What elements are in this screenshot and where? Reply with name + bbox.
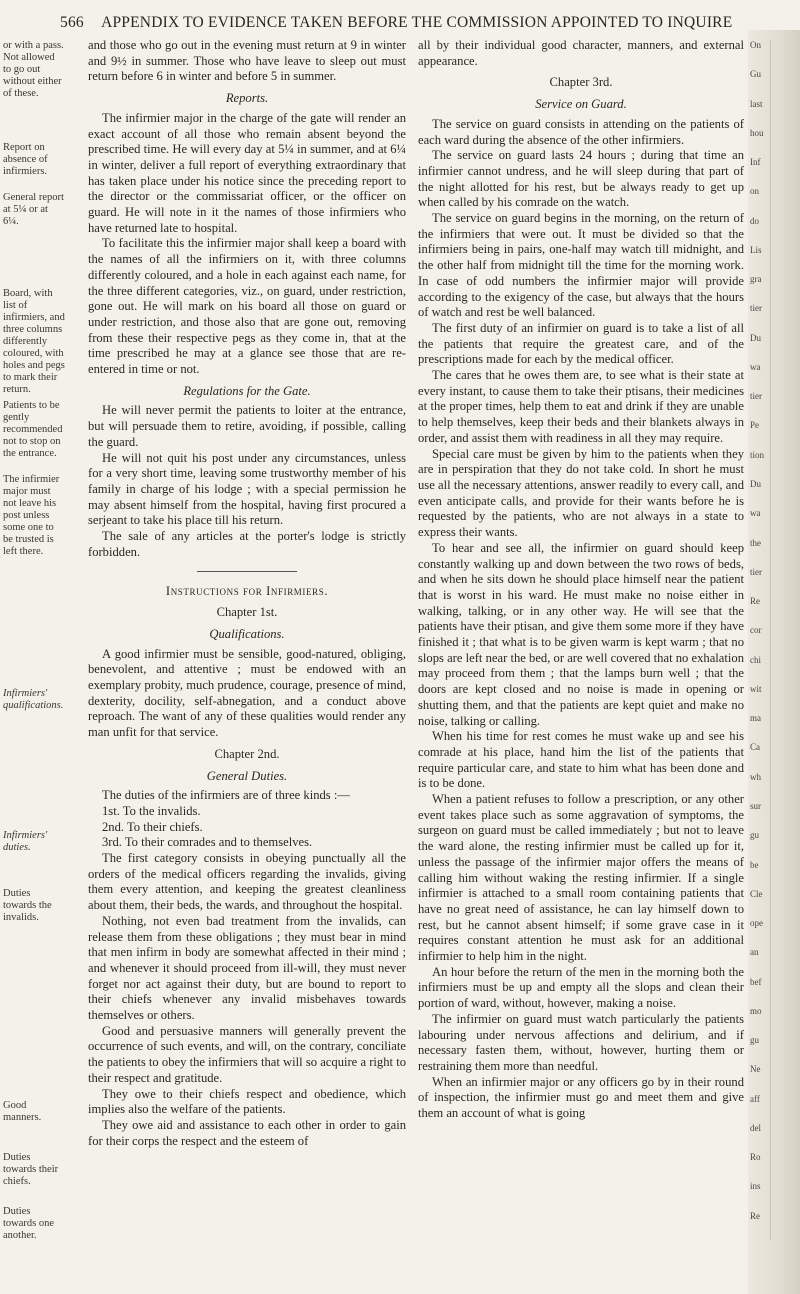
list-item: 3rd. To their comrades and to themselves. — [102, 835, 313, 850]
bleed-fragment: gra — [750, 274, 762, 285]
bleed-fragment: sur — [750, 800, 761, 811]
bleed-fragment: Gu — [750, 69, 761, 80]
margin-note: Good manners. — [3, 1100, 42, 1123]
paragraph: The duties of the infirmiers are of three kinds :— — [102, 788, 350, 803]
paragraph: To hear and see all, the infirmier on guard should keep constantly walking up and down between the two rows of beds, and when he sits down he should place himself near the patient that is worst in his ward. He must make no noise either in walking, talking, or in any other way. He will see that the patients have their ptisan, and give them some more if they have finished it ; that what is to be given warm is kept warm ; that no slops are left near the bed, or are well covered that no exhalation may proceed from them ; that the lamps burn well ; that the doors are kept closed and no noise is made in opening or shutting them, and that the patients are kept quiet and make no noise, talking or calling. — [418, 540, 744, 728]
bleed-fragment: Re — [750, 1210, 760, 1221]
paragraph: When his time for rest comes he must wake up and see his comrade at his place, hand him the list of the patients that require particular care, and state to him what has been done and is to be done. — [418, 729, 744, 791]
bleed-fragment: tier — [750, 391, 762, 402]
paragraph: The service on guard consists in attending on the patients of each ward during the absence of the other infirmiers. — [418, 116, 744, 147]
margin-note: Duties towards the invalids. — [3, 888, 52, 923]
running-head — [60, 14, 740, 32]
bleed-fragment: mo — [750, 1005, 762, 1016]
bleed-edge — [770, 40, 797, 1240]
chapter-heading: Chapter 2nd. — [214, 746, 280, 761]
paragraph: They owe aid and assistance to each other in order to gain for their corps the respect and the esteem of — [88, 1118, 406, 1148]
bleed-fragment: Re — [750, 596, 760, 607]
section-heading: General Duties. — [206, 768, 288, 783]
bleed-fragment: tion — [750, 449, 765, 460]
bleed-fragment: cor — [750, 625, 762, 636]
bleed-fragment: ope — [750, 918, 763, 929]
margin-note: Report on absence of infirmiers. — [3, 142, 48, 177]
paragraph: Good and persuasive manners will generally prevent the occurrence of such events, and will, on the contrary, conciliate the patients to obey the infirmiers that will so acquire a right to their respect and gratitude. — [88, 1023, 406, 1085]
bleed-fragment: Du — [750, 479, 761, 490]
left-column — [88, 38, 406, 1149]
paragraph: all by their individual good character, manners, and external appearance. — [418, 38, 744, 68]
bleed-fragment: wa — [750, 508, 761, 519]
bleed-fragment: tier — [750, 303, 762, 314]
bleed-fragment: ma — [750, 713, 761, 724]
bleed-fragment: Pe — [750, 420, 759, 431]
bleed-fragment: be — [750, 859, 759, 870]
right-column — [418, 38, 744, 1122]
margin-note: Patients to be gently recommended not to stop on the entrance. — [3, 400, 63, 459]
divider — [197, 571, 297, 572]
facing-page-bleed — [748, 30, 800, 1294]
paragraph: An hour before the return of the men in the morning both the infirmiers must be up and empty all the slops and clean their portion of ward, without, however, making a noise. — [418, 964, 744, 1011]
paragraph: He will not quit his post under any circumstances, unless for a very short time, leaving some trustworthy member of his family in charge of his lodge ; with a special permission he may absent himself from the hospital, having first procured a serjeant to take his place till his return. — [88, 450, 406, 528]
bleed-fragment: Ca — [750, 742, 760, 753]
bleed-fragment: do — [750, 215, 759, 226]
bleed-fragment: wit — [750, 683, 762, 694]
chapter-heading: Chapter 3rd. — [549, 75, 613, 90]
paragraph: The sale of any articles at the porter's lodge is strictly forbidden. — [88, 529, 406, 559]
section-heading: Reports. — [225, 91, 269, 106]
page-number: 566 — [60, 14, 84, 31]
bleed-fragment: wh — [750, 771, 761, 782]
bleed-fragment: an — [750, 947, 759, 958]
paragraph: and those who go out in the evening must return at 9 in winter and 9½ in summer. Those who have leave to sleep out must return before 6 in winter and before 5 in summer. — [88, 38, 406, 84]
bleed-fragment: tier — [750, 566, 762, 577]
margin-note: Infirmiers' duties. — [3, 830, 48, 853]
bleed-fragment: Lis — [750, 244, 762, 255]
bleed-fragment: last — [750, 98, 763, 109]
bleed-fragment: aff — [750, 1093, 760, 1104]
section-heading: Qualifications. — [209, 626, 285, 641]
paragraph: Special care must be given by him to the patients when they are in perspiration that they do not take cold. In short he must use all the necessary attentions, answer readily to every call, and even anticipate calls, and provide for their wants before he is requested by the patients, who are not always in a state to express their wants. — [418, 446, 744, 540]
margin-note: General report at 5¼ or at 6¼. — [3, 192, 64, 227]
paragraph: They owe to their chiefs respect and obedience, which implies also the welfare of the patients. — [88, 1086, 406, 1117]
paragraph: The cares that he owes them are, to see what is their state at every instant, to cause them to take their ptisans, their medicines at the proper times, help them to eat and drink if they are unable to help themselves, keep their beds and their blankets always in order, and assist them with readiness in all they may require. — [418, 368, 744, 445]
margin-note: or with a pass. Not allowed to go out without either of these. — [3, 40, 64, 99]
paragraph: The first duty of an infirmier on guard is to take a list of all the patients that require the greatest care, and of the prescriptions made for each by the medical officer. — [418, 320, 744, 367]
list-item: 2nd. To their chiefs. — [102, 819, 203, 834]
bleed-fragment: Inf — [750, 157, 761, 168]
margin-note: Board, with list of infirmiers, and three columns differently coloured, with holes and pegs to mark their return. — [3, 288, 65, 395]
margin-note: Infirmiers' qualifications. — [3, 688, 64, 711]
margin-note: Duties towards one another. — [3, 1206, 55, 1241]
paragraph: When a patient refuses to follow a prescription, or any other event takes place such as some aggravation of symptoms, the surgeon on guard must be called immediately ; but not to leave the ward alone, the resting infirmier must be called up for it, unless the passage of the infirmier major offers the means of calling him without waking the resting infirmier. If a single infirmier is attached to a small room containing patients that have no great need of assistance, he can lay himself down to rest, but he cannot absent himself; if some grave case in it requires constant attention he must ask for an additional infirmier to help him in the night. — [418, 792, 744, 964]
bleed-fragment: Cle — [750, 888, 763, 899]
list-item: 1st. To the invalids. — [102, 803, 201, 818]
chapter-heading: Chapter 1st. — [216, 605, 278, 620]
section-heading: Regulations for the Gate. — [183, 383, 311, 398]
paragraph: The service on guard lasts 24 hours ; during that time an infirmier cannot undress, and he will sleep during that part of the night allotted for his rest, but be always ready to get up when called by his comrade on the watch. — [418, 148, 744, 210]
bleed-fragment: the — [750, 537, 761, 548]
running-title: APPENDIX TO EVIDENCE TAKEN BEFORE THE COMMISSION APPOINTED TO INQUIRE — [101, 14, 733, 31]
bleed-fragment: bef — [750, 976, 762, 987]
paragraph: The infirmier on guard must watch particularly the patients labouring under nervous affections and delirium, and if necessary fasten them, without, however, hurting them or restraining them more than needful. — [418, 1011, 744, 1073]
paragraph: The infirmier major in the charge of the gate will render an exact account of all those who remain absent beyond the prescribed time. He will every day at 5¼ in summer, and at 6¼ in winter, deliver a full report of everything extraordinary that has taken place under his notice since the preceding report to the director or the commissariat officer, or the officer on guard. He will note in it the names of those infirmiers who have returned late to hospital. — [88, 110, 406, 235]
bleed-fragment: del — [750, 1122, 761, 1133]
bleed-fragment: Ne — [750, 1064, 761, 1075]
paragraph: To facilitate this the infirmier major shall keep a board with the names of all the infirmiers on it, with three columns differently coloured, and a hole in each against each name, for the three different categories, viz., on guard, under restriction, gone out. He will mark on his board all those on guard or under restriction, and those also that are gone out, removing from these their respective pegs as they come in, that at the time prescribed he may at a glance see those that are re-entered in time or not. — [88, 236, 406, 377]
bleed-fragment: ins — [750, 1181, 761, 1192]
bleed-fragment: hou — [750, 127, 764, 138]
bleed-fragment: On — [750, 40, 761, 50]
paragraph: Nothing, not even bad treatment from the invalids, can release them from these obligations ; they must bear in mind that men infirm in body are somewhat affected in their mind ; and whenever it should proceed from ill-will, they must never forget nor act against their duty, but are bound to report to their chiefs whenever any invalid misbehaves towards themselves or others. — [88, 913, 406, 1023]
bleed-fragment: Ro — [750, 1152, 761, 1163]
paragraph: When an infirmier major or any officers go by in their round of inspection, the infirmier must go and meet them and give them an account of what is going — [418, 1074, 744, 1121]
bleed-fragment: on — [750, 186, 759, 197]
bleed-fragment: gu — [750, 1035, 759, 1046]
paragraph: He will never permit the patients to loiter at the entrance, but will persuade them to retire, avoiding, if possible, calling the guard. — [88, 403, 406, 449]
margin-note: Duties towards their chiefs. — [3, 1152, 59, 1187]
bleed-fragment: wa — [750, 361, 761, 372]
bleed-fragment: gu — [750, 830, 759, 841]
margin-note: The infirmier major must not leave his post unless some one to be trusted is left there. — [3, 474, 60, 557]
bleed-fragment: Du — [750, 332, 761, 343]
section-heading: Service on Guard. — [535, 97, 627, 112]
paragraph: The service on guard begins in the morning, on the return of the infirmiers that were out. It must be divided so that the infirmiers being in pairs, one-half may watch till midnight, and the other half from midnight till the time for the morning work. In case of odd numbers the infirmier major will provide according to the exigency of the case, but always that the hours of watch and rest be well balanced. — [418, 211, 744, 320]
section-heading: Instructions for Infirmiers. — [165, 583, 329, 598]
bleed-fragment: chi — [750, 654, 761, 665]
paragraph: A good infirmier must be sensible, good-natured, obliging, benevolent, and attentive ; must be endowed with an exemplary probity, much prudence, courage, presence of mind, dexterity, docility, self-abnegation, and a conduct above reproach. The want of any of these qualities would render any man unfit for that service. — [88, 646, 406, 740]
paragraph: The first category consists in obeying punctually all the orders of the medical officers regarding the invalids, giving them every attention, and keeping the greatest cleanliness about them, their beds, the wards, and throughout the hospital. — [88, 851, 406, 913]
margin-notes — [3, 0, 65, 1294]
